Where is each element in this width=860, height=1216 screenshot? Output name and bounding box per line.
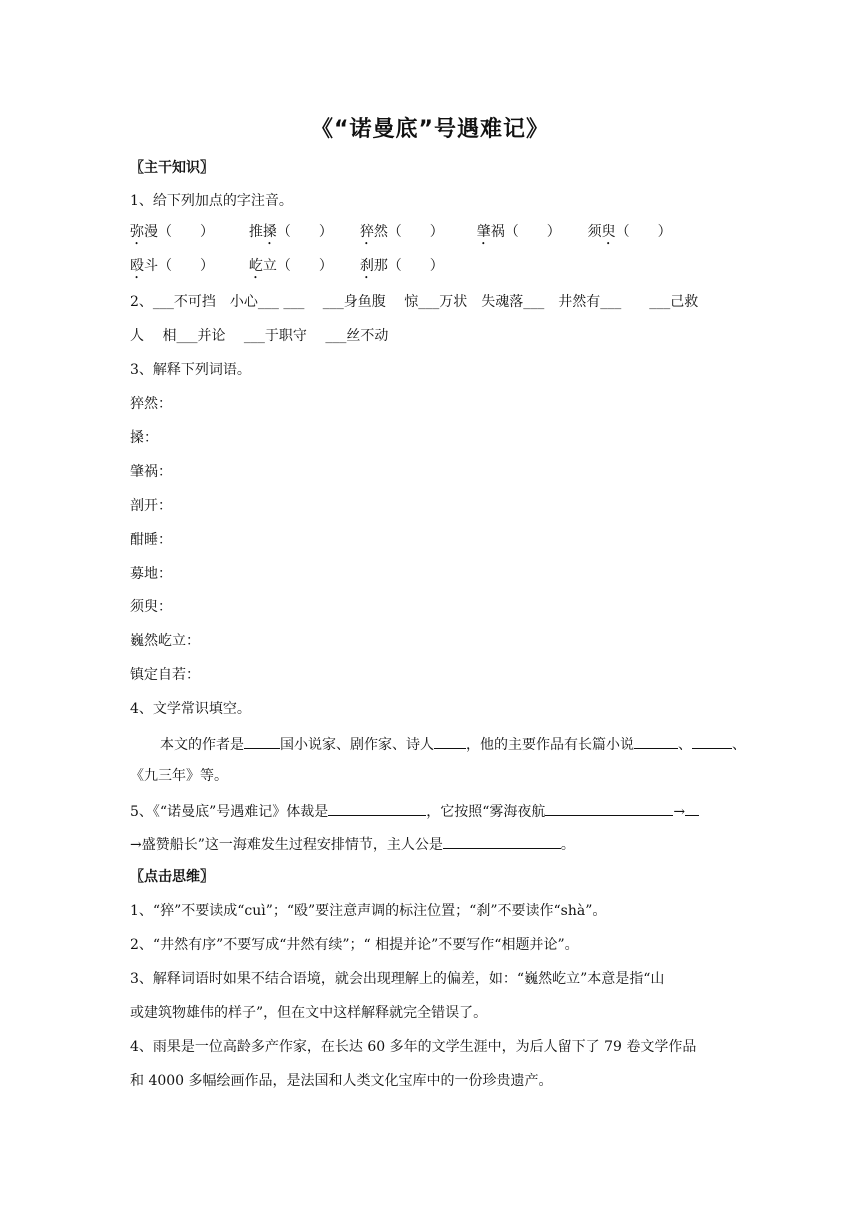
question-3: 3、解释下列词语。 <box>130 362 251 378</box>
tip-line: 4、雨果是一位高龄多产作家，在长达 60 多年的文学生涯中，为后人留下了 79 卷文学作品 <box>130 1039 697 1055</box>
pinyin-item: 殴斗（ ） <box>130 258 214 274</box>
term-label: 须臾： <box>130 599 172 615</box>
section-heading-thinking: 〖点击思维〗 <box>130 869 214 885</box>
tip-line: 1、“猝”不要读成“cuì”；“殴”要注意声调的标注位置；“刹”不要读作“shà”。 <box>130 903 607 919</box>
pinyin-item: 屹立（ ） <box>248 258 333 274</box>
question-1: 1、给下列加点的字注音。 <box>130 193 293 209</box>
term-label: 剖开： <box>130 498 172 514</box>
tip-line: 或建筑物雄伟的样子”，但在文中这样解释就完全错误了。 <box>130 1005 488 1021</box>
answer-blank <box>328 801 426 816</box>
question-4: 4、文学常识填空。 <box>130 701 251 717</box>
tip-line: 和 4000 多幅绘画作品，是法国和人类文化宝库中的一份珍贵遗产。 <box>130 1073 553 1089</box>
question-4-line-2: 《九三年》等。 <box>130 768 228 784</box>
term-label: 酣睡： <box>130 532 172 548</box>
pinyin-item: 肇祸（ ） <box>476 224 561 240</box>
answer-blank <box>634 734 678 749</box>
answer-blank <box>545 801 673 816</box>
term-label: 募地： <box>130 566 172 582</box>
question-5-line-2: →盛赞船长”这一海难发生过程安排情节，主人公是 。 <box>130 834 575 855</box>
tip-line: 3、解释词语时如果不结合语境，就会出现理解上的偏差，如：“巍然屹立”本意是指“山 <box>130 971 665 987</box>
question-5-line-1: 5、《“诺曼底”号遇难记》体裁是 ，它按照“雾海夜航 → <box>130 801 699 822</box>
answer-blank <box>692 734 732 749</box>
answer-blank <box>434 734 466 749</box>
answer-blank <box>685 801 699 816</box>
term-label: 肇祸： <box>130 464 172 480</box>
answer-blank <box>443 834 561 849</box>
term-label: 镇定自若： <box>130 667 200 683</box>
answer-blank <box>244 734 280 749</box>
pinyin-item: 推搡（ ） <box>248 224 333 240</box>
term-label: 巍然屹立： <box>130 633 200 649</box>
pinyin-item: 须臾（ ） <box>587 224 672 240</box>
question-4-line-1: 本文的作者是 国小说家、剧作家、诗人 ，他的主要作品有长篇小说 、 、 <box>160 734 746 755</box>
pinyin-item: 弥漫（ ） <box>130 224 214 240</box>
pinyin-item: 猝然（ ） <box>359 224 444 240</box>
document-title: 《“诺曼底”号遇难记》 <box>311 117 549 142</box>
pinyin-row-1 <box>130 222 672 248</box>
term-label: 搡： <box>130 430 158 446</box>
question-2-line-1: 2、___不可挡 小心___ ___ ___身鱼腹 惊___万状 失魂落___ 井然有___ ___己救 <box>130 294 699 310</box>
pinyin-item: 刹那（ ） <box>359 258 444 274</box>
pinyin-row-2 <box>130 256 444 282</box>
section-heading-main-knowledge: 〖主干知识〗 <box>130 160 214 176</box>
question-2-line-2: 人 相___并论 ___于职守 ___丝不动 <box>130 328 389 344</box>
term-label: 猝然： <box>130 396 172 412</box>
tip-line: 2、“井然有序”不要写成“井然有续”；“ 相提并论”不要写作“相题并论”。 <box>130 937 579 953</box>
